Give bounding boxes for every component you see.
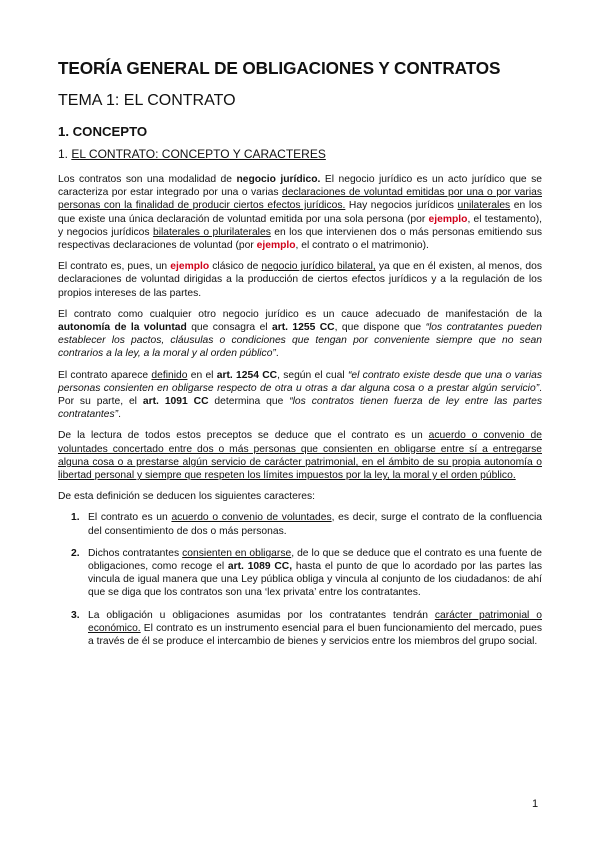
underlined-term: declaraciones de voluntad emitidas por una o por varias personas con la finalidad de producir ciertos efectos jurídicos. <box>58 187 542 212</box>
text-run: El contrato es un <box>88 512 172 524</box>
underlined-term: carácter patrimonial o económico. <box>88 609 542 634</box>
text-run: El contrato aparece <box>58 369 152 381</box>
text-run: Los contratos son una modalidad de <box>58 174 237 185</box>
text-run: clásico de <box>209 261 262 273</box>
paragraph-2 <box>58 260 542 300</box>
underlined-term: definido <box>151 369 188 381</box>
page-number: 1 <box>532 798 539 810</box>
text-run: ya que en él existen, al menos, dos declaraciones de voluntad dirigidas a la producción de ciertos efectos jurídicos y a la regulación de los propios intereses de las partes. <box>58 261 542 299</box>
underlined-term: consienten en obligarse <box>182 547 292 559</box>
text-run: determina que <box>208 396 290 408</box>
highlight-ejemplo: ejemplo <box>256 240 296 252</box>
text-run: , que dispone que <box>334 322 426 334</box>
text-run: , según el cual <box>277 369 348 381</box>
underlined-definition: acuerdo o convenio de voluntades concertado entre dos o más personas que consienten en obligarse entre sí a entregarse alguna cosa o a prestarse algún servicio de carácter patrimonial, en el ámbito de su propia autonomía o libertad personal y siempre que respeten los límites impuestos por la ley, la moral y el orden público. <box>58 430 542 482</box>
subsection-number: 1. <box>58 147 72 161</box>
text-run: , es decir, surge el contrato de la confluencia del consentimiento de dos o más personas. <box>88 512 542 537</box>
text-run: De la lectura de todos estos preceptos se deduce que el contrato es un <box>58 430 429 442</box>
text-run: que consagra el <box>186 322 272 334</box>
text-run: El contrato como cualquier otro negocio jurídico es un cauce adecuado de manifestación de la <box>58 308 542 320</box>
legal-quote: “los contratos tienen fuerza de ley entre las partes contratantes” <box>58 396 542 421</box>
subsection-heading <box>58 147 542 161</box>
underlined-term: unilaterales <box>457 200 511 212</box>
paragraph-3 <box>58 308 542 361</box>
paragraph-1 <box>58 173 542 252</box>
document-page <box>58 58 542 657</box>
subsection-label: EL CONTRATO: CONCEPTO Y CARACTERES <box>71 147 326 161</box>
text-run: , el contrato o el matrimonio). <box>295 240 429 252</box>
paragraph-6: De esta definición se deducen los siguientes caracteres: <box>58 491 315 503</box>
text-run: en el <box>187 369 217 381</box>
text-run: Hay negocios jurídicos <box>345 200 458 212</box>
text-run: El contrato es un instrumento esencial para el buen funcionamiento del mercado, pues a través de él se produce el intercambio de bienes y servicios entre los miembros del grupo social. <box>88 622 542 648</box>
text-run: , el testamento), y negocios jurídicos <box>58 213 542 238</box>
text-run: en los que intervienen dos o más personas emitiendo sus respectivas declaraciones de voluntad (por <box>58 226 542 252</box>
highlight-ejemplo: ejemplo <box>428 213 468 225</box>
text-run: . Por su parte, el <box>58 382 542 408</box>
article-reference: art. 1091 CC <box>142 396 209 408</box>
tema-heading: TEMA 1: EL CONTRATO <box>58 92 236 109</box>
text-run: hasta el punto de que lo acordado por las partes las vincula de igual manera que una Ley pública obliga y vincula al conjunto de los ciudadanos: de ahí que se diga que los contratos son una ‘lex privata’ entre los contratantes. <box>88 561 542 599</box>
characteristics-list <box>58 511 542 648</box>
paragraph-4 <box>58 369 542 422</box>
list-number: 1. <box>71 512 80 524</box>
list-item <box>58 547 542 600</box>
text-run: . <box>118 409 121 421</box>
list-item <box>58 511 542 537</box>
text-run: La obligación u obligaciones asumidas por los contratantes tendrán <box>88 609 435 621</box>
article-reference: art. 1089 CC, <box>227 561 293 573</box>
section-heading: 1. CONCEPTO <box>58 124 148 139</box>
bold-term: negocio jurídico. <box>236 174 321 185</box>
text-run: en los que existe una única declaración de voluntad emitida por una sola persona (por <box>58 200 542 225</box>
text-run: El negocio jurídico es un acto jurídico que se caracteriza por estar integrado por una o varias <box>58 174 542 199</box>
article-reference: art. 1254 CC <box>216 369 278 381</box>
list-number: 2. <box>71 547 80 559</box>
article-reference: art. 1255 CC <box>272 322 335 334</box>
list-item <box>58 609 542 649</box>
underlined-term: acuerdo o convenio de voluntades <box>171 512 332 524</box>
paragraph-5 <box>58 429 542 482</box>
underlined-term: negocio jurídico bilateral, <box>261 261 376 273</box>
underlined-term: bilaterales o plurilaterales <box>152 226 271 238</box>
text-run: . <box>275 348 279 360</box>
text-run: El contrato es, pues, un <box>58 261 171 273</box>
list-number: 3. <box>71 609 80 621</box>
bold-term: autonomía de la voluntad <box>58 322 187 334</box>
text-run: Dichos contratantes <box>88 547 183 559</box>
document-title: TEORÍA GENERAL DE OBLIGACIONES Y CONTRATOS <box>58 58 501 78</box>
legal-quote: “el contrato existe desde que una o varias personas consienten en obligarse respecto de otra u otras a dar alguna cosa o a prestar algún servicio” <box>58 369 542 394</box>
legal-quote: “los contratantes pueden establecer los pactos, cláusulas o condiciones que tengan por conveniente siempre que no sean contrarios a la ley, a la moral y al orden público” <box>58 322 543 360</box>
text-run: , de lo que se deduce que el contrato es una fuente de obligaciones, como recoge el <box>88 547 542 573</box>
highlight-ejemplo: ejemplo <box>170 261 210 273</box>
